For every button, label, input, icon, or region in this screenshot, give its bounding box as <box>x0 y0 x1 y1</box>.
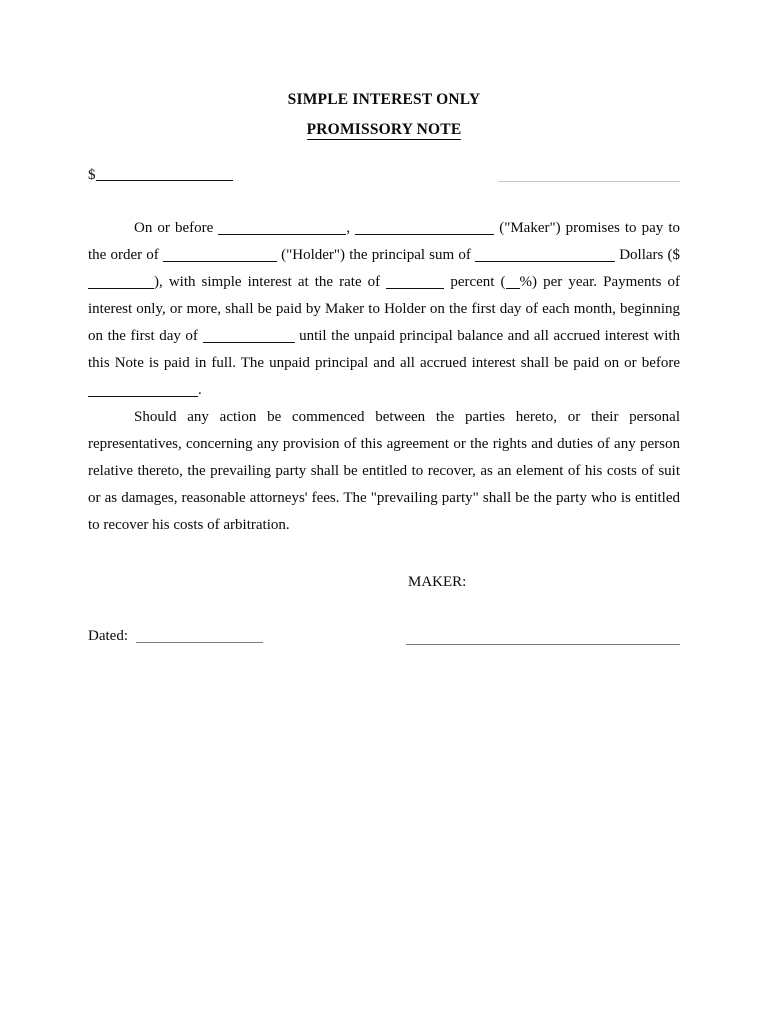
title-block <box>88 0 680 137</box>
p1-segment-1: On or before <box>134 220 214 236</box>
holder-name-blank-input[interactable] <box>163 248 277 262</box>
p1-segment-2: , <box>346 220 351 236</box>
amount-blank-input[interactable] <box>96 180 233 181</box>
signature-row <box>88 628 680 654</box>
principal-sum-blank-input[interactable] <box>475 248 615 262</box>
page-subtitle-text: PROMISSORY NOTE <box>306 120 462 138</box>
p1-segment-5: Dollars ($ <box>619 247 681 263</box>
page-subtitle <box>88 122 680 138</box>
maker-name-blank-input[interactable] <box>355 221 494 235</box>
p1-segment-9: until the unpaid principal balance and all accrued interest with this Note is paid in full. The unpaid principal and all accrued interest shall be paid on or before <box>88 328 681 371</box>
page-title: SIMPLE INTEREST ONLY <box>287 91 481 108</box>
amount-field[interactable] <box>88 167 233 184</box>
document-body <box>88 0 680 654</box>
payee-blank-line[interactable] <box>498 181 680 182</box>
principal-amount-blank-input[interactable] <box>88 275 154 289</box>
interest-rate-blank-input[interactable] <box>386 275 444 289</box>
maker-label: MAKER: <box>408 574 467 590</box>
maturity-date-blank-input[interactable] <box>88 383 198 397</box>
p1-segment-8: %) per year. Payments of interest only, or more, shall be paid by Maker to Holder on the first day of each month, beginning on the first day of <box>88 274 681 344</box>
p1-segment-10: . <box>198 382 202 398</box>
dated-label: Dated: <box>88 628 128 644</box>
p1-segment-7: percent ( <box>450 274 506 290</box>
p1-segment-3: ("Maker") promises to pay to the order of <box>88 220 680 263</box>
currency-symbol: $ <box>88 167 96 183</box>
p1-segment-6: ), with simple interest at the rate of <box>154 274 381 290</box>
dated-blank-input[interactable] <box>136 642 263 643</box>
paragraph-attorneys-fees: Should any action be commenced between the parties hereto, or their personal representatives, concerning any provision of this agreement or the rights and duties of any person relative thereto, the prevailing party shall be entitled to recover, as an element of his costs of suit or as damages, reasonable attorneys' fees. The "prevailing party" shall be the party who is entitled to recover his costs of arbitration. <box>88 409 680 533</box>
paragraph-promise-to-pay <box>88 215 680 404</box>
percent-blank-input[interactable] <box>506 275 520 289</box>
date-blank-input[interactable] <box>218 221 346 235</box>
p1-segment-4: ("Holder") the principal sum of <box>281 247 471 263</box>
dated-group <box>88 628 263 645</box>
maker-signature-blank-input[interactable] <box>406 644 680 645</box>
amount-row <box>88 167 680 189</box>
first-payment-date-blank-input[interactable] <box>203 329 295 343</box>
